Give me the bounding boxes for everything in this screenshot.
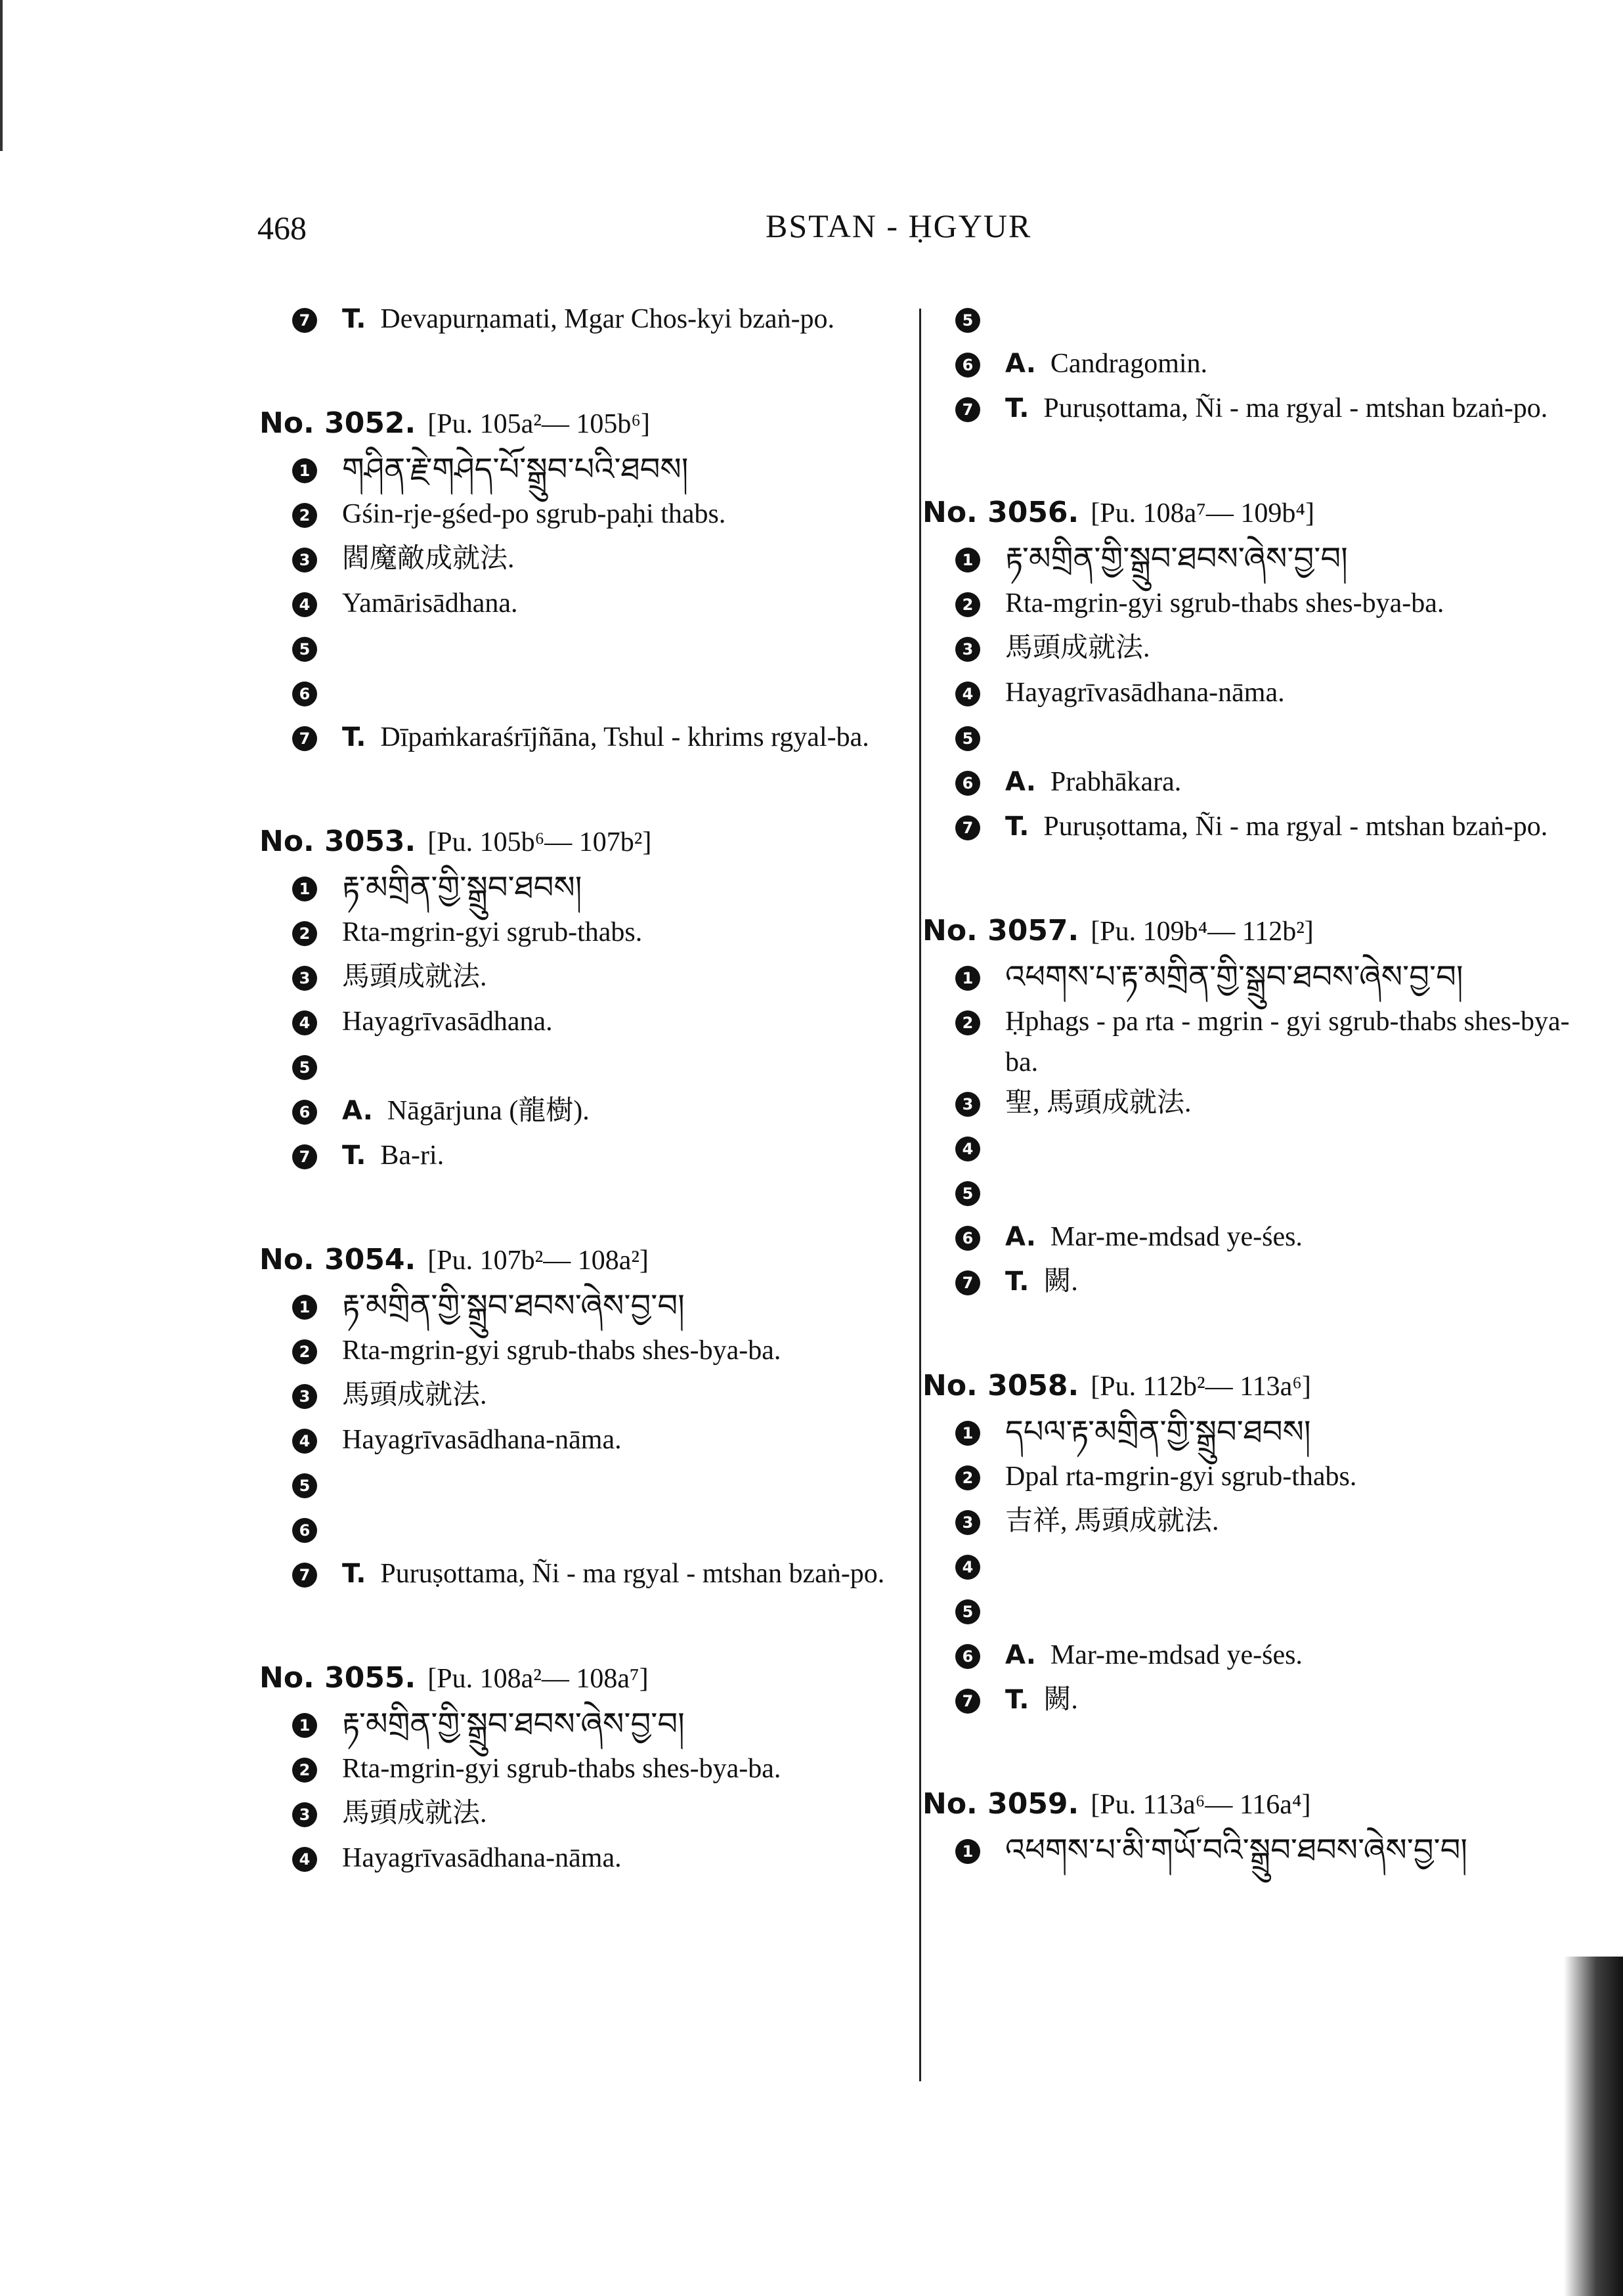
circled-number-bullet: 7	[955, 397, 980, 422]
line-text	[342, 957, 929, 997]
entry-line	[922, 1501, 1592, 1546]
circled-number-bullet: 4	[292, 1847, 317, 1872]
entry-header	[922, 1369, 1592, 1402]
circled-number-bullet: 7	[292, 308, 317, 333]
entry-line	[259, 957, 929, 1001]
entry-header	[922, 496, 1592, 529]
role-label: T.	[1005, 812, 1029, 842]
entry-line	[922, 672, 1592, 717]
line-value: རྟ་མགྲིན་གྱི་སྒྲུབ་ཐབས་ཞེས་བྱ་བ།	[342, 1706, 685, 1743]
circled-number-bullet: 2	[955, 1465, 980, 1490]
entry-number: No. 3054.	[259, 1243, 416, 1276]
line-value: Gśin-rje-gśed-po sgrub-paḥi thabs.	[342, 499, 726, 529]
folio-range: [Pu. 108a⁷— 109b⁴]	[1091, 498, 1315, 529]
entry-line	[259, 1135, 929, 1180]
circled-number-bullet: 3	[292, 1384, 317, 1409]
line-text	[342, 1793, 929, 1834]
carry-over-entry	[259, 299, 929, 343]
entry-line	[259, 1286, 929, 1330]
circled-number-bullet: 3	[955, 1092, 980, 1117]
circled-number-bullet: 6	[955, 1226, 980, 1251]
circled-number-bullet: 6	[292, 1100, 317, 1125]
circled-number-bullet: 3	[292, 1802, 317, 1827]
line-text	[342, 717, 929, 758]
line-value: རྟ་མགྲིན་གྱི་སྒྲུབ་ཐབས་ཞེས་བྱ་བ།	[1005, 540, 1348, 577]
line-text	[342, 1091, 929, 1131]
line-text	[342, 1553, 929, 1594]
entry-line	[259, 299, 929, 343]
entry-line	[922, 1412, 1592, 1456]
circled-number-bullet: 5	[955, 308, 980, 333]
line-text	[342, 1286, 929, 1326]
entry-line	[259, 1553, 929, 1598]
circled-number-bullet: 3	[955, 637, 980, 662]
catalogue-entry	[922, 914, 1592, 1306]
entry-line	[922, 299, 1592, 343]
folio-range: [Pu. 109b⁴— 112b²]	[1091, 917, 1314, 947]
circled-number-bullet: 7	[955, 1689, 980, 1714]
role-label: T.	[1005, 393, 1029, 423]
entry-line	[922, 1261, 1592, 1306]
entry-line	[259, 628, 929, 672]
circled-number-bullet: 4	[292, 1010, 317, 1035]
entry-line	[922, 762, 1592, 806]
catalogue-entry	[922, 1787, 1592, 1874]
catalogue-entry	[259, 1661, 929, 1882]
role-label: T.	[342, 1140, 366, 1171]
entry-line	[259, 672, 929, 717]
line-value: འཕགས་པ་རྟ་མགྲིན་གྱི་སྒྲུབ་ཐབས་ཞེས་བྱ་བ།	[1005, 959, 1463, 995]
entry-line	[922, 1001, 1592, 1083]
entry-line	[922, 1127, 1592, 1172]
entry-number: No. 3057.	[922, 914, 1079, 947]
entry-header	[922, 1787, 1592, 1821]
line-text	[1005, 762, 1592, 802]
circled-number-bullet: 7	[955, 815, 980, 840]
page-number: 468	[257, 209, 307, 246]
line-value: Ba-ri.	[380, 1140, 444, 1171]
folio-range: [Pu. 105b⁶— 107b²]	[427, 827, 652, 857]
circled-number-bullet: 5	[955, 1599, 980, 1624]
circled-number-bullet: 5	[292, 1473, 317, 1498]
line-value: Candragomin.	[1050, 349, 1208, 379]
line-text	[1005, 1635, 1592, 1676]
circled-number-bullet: 2	[955, 592, 980, 617]
circled-number-bullet: 5	[955, 726, 980, 751]
circled-number-bullet: 4	[292, 1429, 317, 1454]
left-column	[259, 299, 929, 1945]
circled-number-bullet: 7	[292, 1563, 317, 1588]
line-value: Ḥphags - pa rta - mgrin - gyi sgrub-thabs shes-bya-ba.	[1005, 1007, 1570, 1077]
line-text	[342, 494, 929, 534]
entry-line	[922, 1590, 1592, 1635]
scan-shadow	[1564, 1957, 1623, 2296]
circled-number-bullet: 7	[292, 726, 317, 751]
line-value: Rta-mgrin-gyi sgrub-thabs.	[342, 917, 643, 947]
circled-number-bullet: 2	[292, 1339, 317, 1364]
role-label: A.	[1005, 1222, 1036, 1252]
line-text	[342, 1330, 929, 1371]
line-text	[342, 1419, 929, 1460]
line-value: Rta-mgrin-gyi sgrub-thabs shes-bya-ba.	[342, 1754, 781, 1784]
entry-line	[259, 1793, 929, 1838]
entry-header	[259, 406, 929, 440]
circled-number-bullet: 7	[955, 1270, 980, 1295]
line-text	[1005, 1217, 1592, 1257]
circled-number-bullet: 1	[955, 1421, 980, 1446]
entry-line	[922, 538, 1592, 583]
role-label: A.	[1005, 1640, 1036, 1670]
line-value: 馬頭成就法.	[342, 1380, 487, 1410]
entry-line	[259, 1748, 929, 1793]
line-value: 吉祥, 馬頭成就法.	[1005, 1506, 1219, 1536]
circled-number-bullet: 1	[955, 548, 980, 573]
line-value: རྟ་མགྲིན་གྱི་སྒྲུབ་ཐབས།	[342, 869, 582, 906]
entry-line	[922, 1172, 1592, 1217]
circled-number-bullet: 1	[955, 966, 980, 991]
entry-header	[259, 1661, 929, 1695]
line-text	[1005, 1261, 1592, 1302]
line-value: Hayagrīvasādhana-nāma.	[342, 1425, 622, 1455]
entry-line	[922, 1546, 1592, 1590]
entry-line	[922, 583, 1592, 628]
entry-line	[259, 538, 929, 583]
line-value: Hayagrīvasādhana.	[342, 1007, 553, 1037]
entry-line	[259, 1091, 929, 1135]
entry-line	[259, 1509, 929, 1553]
entry-line	[922, 1830, 1592, 1874]
entry-number: No. 3052.	[259, 406, 416, 440]
entry-header	[259, 1243, 929, 1276]
line-value: 闕.	[1043, 1685, 1078, 1715]
catalogue-entry	[259, 1243, 929, 1598]
line-text	[1005, 957, 1592, 997]
entry-line	[259, 867, 929, 912]
entry-line	[259, 1464, 929, 1509]
catalogue-entry	[259, 825, 929, 1180]
line-text	[1005, 1412, 1592, 1452]
circled-number-bullet: 1	[292, 1713, 317, 1738]
line-text	[342, 449, 929, 490]
line-text	[1005, 806, 1592, 847]
carry-over-entry	[922, 299, 1592, 433]
entry-line	[259, 1330, 929, 1375]
line-text	[342, 1001, 929, 1042]
circled-number-bullet: 6	[955, 353, 980, 378]
circled-number-bullet: 1	[292, 877, 317, 901]
circled-number-bullet: 1	[292, 1295, 317, 1320]
circled-number-bullet: 2	[292, 921, 317, 946]
line-value: Mar-me-mdsad ye-śes.	[1050, 1640, 1303, 1670]
entry-line	[259, 1419, 929, 1464]
circled-number-bullet: 4	[955, 682, 980, 706]
entry-number: No. 3053.	[259, 825, 416, 858]
entry-header	[259, 825, 929, 858]
circled-number-bullet: 1	[955, 1839, 980, 1864]
circled-number-bullet: 6	[292, 682, 317, 706]
line-text	[1005, 1456, 1592, 1497]
folio-range: [Pu. 107b²— 108a²]	[427, 1245, 649, 1276]
line-text	[1005, 1083, 1592, 1123]
circled-number-bullet: 5	[292, 637, 317, 662]
line-text	[342, 1838, 929, 1878]
line-text	[342, 299, 929, 339]
line-text	[342, 583, 929, 624]
line-value: Puruṣottama, Ñi - ma rgyal - mtshan bzaṅ-po.	[1043, 393, 1548, 423]
entry-line	[259, 1704, 929, 1748]
line-text	[342, 1748, 929, 1789]
circled-number-bullet: 2	[955, 1010, 980, 1035]
line-text	[342, 1704, 929, 1744]
role-label: T.	[342, 304, 366, 334]
entry-number: No. 3056.	[922, 496, 1079, 529]
line-value: རྟ་མགྲིན་གྱི་སྒྲུབ་ཐབས་ཞེས་བྱ་བ།	[342, 1288, 685, 1324]
line-text	[1005, 1679, 1592, 1720]
role-label: A.	[1005, 349, 1036, 379]
line-text	[1005, 583, 1592, 624]
line-text	[1005, 538, 1592, 579]
line-value: Dpal rta-mgrin-gyi sgrub-thabs.	[1005, 1462, 1357, 1492]
entry-line	[259, 583, 929, 628]
line-text	[342, 867, 929, 908]
circled-number-bullet: 2	[292, 1758, 317, 1783]
entry-line	[922, 1679, 1592, 1724]
line-value: Devapurṇamati, Mgar Chos-kyi bzaṅ-po.	[380, 304, 835, 334]
circled-number-bullet: 5	[955, 1181, 980, 1206]
entry-number: No. 3058.	[922, 1369, 1079, 1402]
running-head: BSTAN - ḤGYUR	[766, 207, 1032, 244]
line-text	[1005, 1501, 1592, 1542]
circled-number-bullet: 2	[292, 503, 317, 528]
catalogue-entry	[922, 496, 1592, 851]
circled-number-bullet: 6	[955, 771, 980, 796]
line-value: Rta-mgrin-gyi sgrub-thabs shes-bya-ba.	[1005, 588, 1444, 618]
circled-number-bullet: 3	[955, 1510, 980, 1535]
folio-range: [Pu. 112b²— 113a⁶]	[1091, 1372, 1311, 1402]
circled-number-bullet: 3	[292, 548, 317, 573]
entry-line	[259, 1375, 929, 1419]
circled-number-bullet: 6	[955, 1644, 980, 1669]
circled-number-bullet: 5	[292, 1055, 317, 1080]
circled-number-bullet: 4	[955, 1137, 980, 1161]
role-label: T.	[1005, 1685, 1029, 1715]
line-value: Nāgārjuna (龍樹).	[387, 1096, 590, 1126]
line-value: Rta-mgrin-gyi sgrub-thabs shes-bya-ba.	[342, 1335, 781, 1366]
line-value: Puruṣottama, Ñi - ma rgyal - mtshan bzaṅ-po.	[380, 1559, 885, 1589]
entry-line	[922, 343, 1592, 388]
line-text	[1005, 672, 1592, 713]
line-value: 聖, 馬頭成就法.	[1005, 1088, 1192, 1118]
line-value: Hayagrīvasādhana-nāma.	[342, 1843, 622, 1873]
line-value: Prabhākara.	[1050, 767, 1182, 797]
entry-line	[259, 1046, 929, 1091]
entry-line	[922, 1456, 1592, 1501]
line-text	[1005, 1001, 1592, 1083]
entry-line	[922, 388, 1592, 433]
circled-number-bullet: 1	[292, 458, 317, 483]
entry-line	[922, 1217, 1592, 1261]
line-text	[342, 1135, 929, 1176]
line-value: འཕགས་པ་མི་གཡོ་བའི་སྒྲུབ་ཐབས་ཞེས་བྱ་བ།	[1005, 1832, 1468, 1869]
role-label: T.	[1005, 1267, 1029, 1297]
entry-number: No. 3055.	[259, 1661, 416, 1695]
entry-line	[922, 1083, 1592, 1127]
entry-line	[922, 957, 1592, 1001]
entry-header	[922, 914, 1592, 947]
scan-edge-line	[0, 0, 3, 151]
line-value: Dīpaṁkaraśrījñāna, Tshul - khrims rgyal-ba.	[380, 722, 869, 752]
line-text	[1005, 388, 1592, 429]
folio-range: [Pu. 113a⁶— 116a⁴]	[1091, 1790, 1311, 1820]
folio-range: [Pu. 108a²— 108a⁷]	[427, 1664, 649, 1694]
line-value: Puruṣottama, Ñi - ma rgyal - mtshan bzaṅ-po.	[1043, 812, 1548, 842]
entry-line	[259, 717, 929, 762]
entry-line	[259, 1838, 929, 1882]
line-value: 閻魔敵成就法.	[342, 544, 515, 574]
entry-line	[259, 1001, 929, 1046]
line-value: 馬頭成就法.	[1005, 633, 1150, 663]
line-text	[1005, 343, 1592, 384]
circled-number-bullet: 3	[292, 966, 317, 991]
line-value: Yamārisādhana.	[342, 588, 518, 618]
line-text	[342, 1375, 929, 1416]
entry-line	[922, 806, 1592, 851]
circled-number-bullet: 4	[955, 1555, 980, 1580]
line-value: 馬頭成就法.	[342, 962, 487, 992]
line-value: 闕.	[1043, 1267, 1078, 1297]
line-text	[342, 912, 929, 953]
circled-number-bullet: 7	[292, 1144, 317, 1169]
entry-line	[259, 449, 929, 494]
entry-line	[922, 717, 1592, 762]
line-value: 馬頭成就法.	[342, 1798, 487, 1829]
entry-line	[922, 1635, 1592, 1679]
role-label: T.	[342, 1559, 366, 1589]
entry-number: No. 3059.	[922, 1787, 1079, 1821]
line-value: Hayagrīvasādhana-nāma.	[1005, 678, 1285, 708]
line-text	[1005, 1830, 1592, 1871]
line-value: གཤིན་རྗེ་གཤེད་པོ་སྒྲུབ་པའི་ཐབས།	[342, 451, 689, 488]
circled-number-bullet: 6	[292, 1518, 317, 1543]
catalogue-entry	[259, 406, 929, 762]
entry-line	[259, 912, 929, 957]
role-label: A.	[342, 1096, 373, 1126]
line-value: དཔལ་རྟ་མགྲིན་གྱི་སྒྲུབ་ཐབས།	[1005, 1414, 1311, 1450]
role-label: T.	[342, 722, 366, 752]
line-value: Mar-me-mdsad ye-śes.	[1050, 1222, 1303, 1252]
entry-line	[922, 628, 1592, 672]
role-label: A.	[1005, 767, 1036, 797]
line-text	[1005, 628, 1592, 668]
folio-range: [Pu. 105a²— 105b⁶]	[427, 409, 650, 439]
entry-line	[259, 494, 929, 538]
catalogue-entry	[922, 1369, 1592, 1724]
line-text	[342, 538, 929, 579]
circled-number-bullet: 4	[292, 592, 317, 617]
right-column	[922, 299, 1592, 1938]
